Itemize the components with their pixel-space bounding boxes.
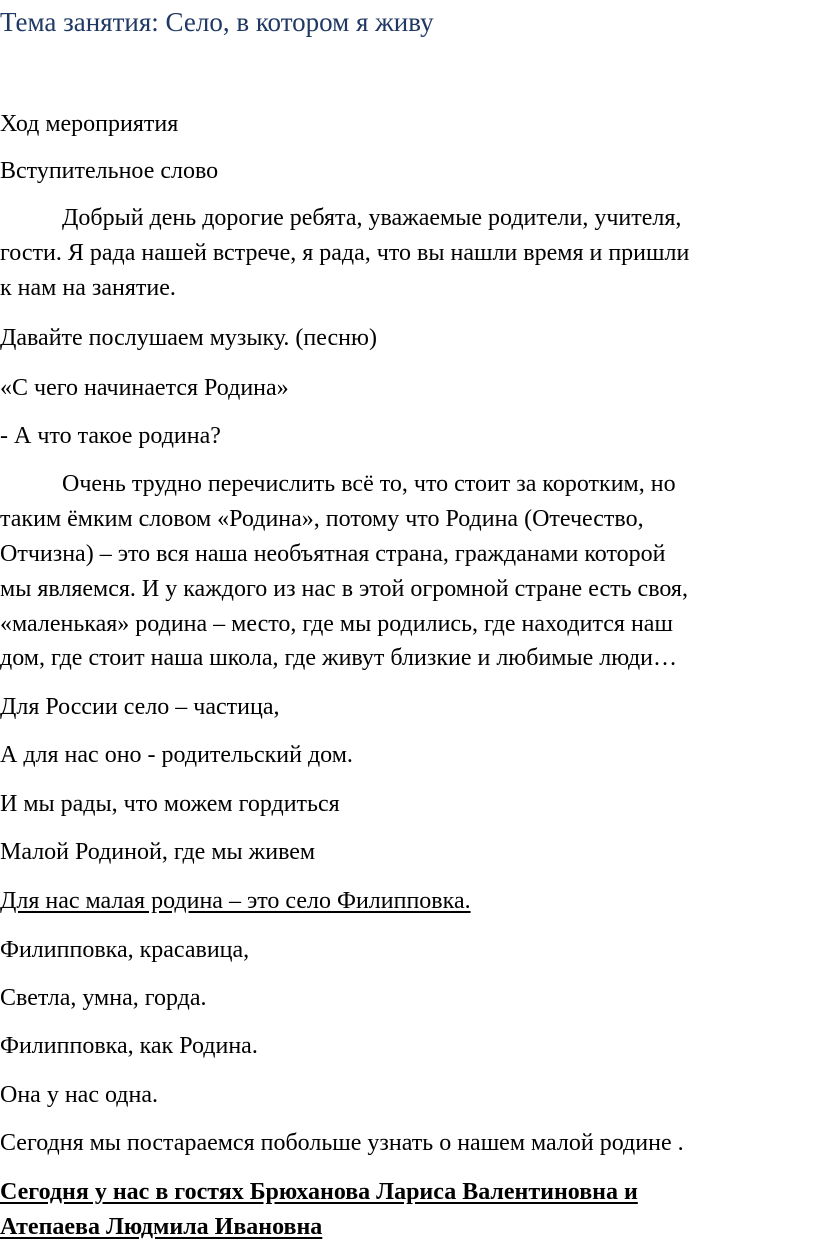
poem-line: И мы рады, что можем гордиться [0, 791, 340, 817]
music-line: Давайте послушаем музыку. (песню) [0, 325, 377, 351]
song-title: «С чего начинается Родина» [0, 375, 289, 401]
explanation-line: Отчизна) – это вся наша необъятная страна, гражданами которой [0, 541, 666, 567]
village-line: Для нас малая родина – это село Филипповка. [0, 888, 471, 914]
explanation-line: таким ёмким словом «Родина», потому что Родина (Отечество, [0, 506, 644, 532]
explanation-line: мы являемся. И у каждого из нас в этой огромной стране есть своя, [0, 576, 688, 602]
heading-course: Ход мероприятия [0, 111, 179, 137]
greeting-line: Добрый день дорогие ребята, уважаемые родители, учителя, [62, 205, 682, 231]
greeting-line: к нам на занятие. [0, 275, 176, 301]
poem-line: А для нас оно - родительский дом. [0, 742, 353, 768]
today-line: Сегодня мы постараемся побольше узнать о нашем малой родине . [0, 1130, 684, 1156]
heading-intro: Вступительное слово [0, 158, 219, 184]
poem-line: Малой Родиной, где мы живем [0, 839, 316, 865]
explanation-line: «маленькая» родина – место, где мы родились, где находится наш [0, 611, 673, 637]
greeting-line: гости. Я рада нашей встрече, я рада, что вы нашли время и пришли [0, 240, 690, 266]
poem-line: Филипповка, как Родина. [0, 1033, 258, 1059]
explanation-line: дом, где стоит наша школа, где живут близкие и любимые люди… [0, 645, 677, 671]
guests-line: Атепаева Людмила Ивановна [0, 1214, 323, 1240]
poem-line: Светла, умна, горда. [0, 985, 207, 1011]
guests-line: Сегодня у нас в гостях Брюханова Лариса Валентиновна и [0, 1179, 638, 1205]
poem-line: Она у нас одна. [0, 1082, 158, 1108]
poem-line: Для России село – частица, [0, 694, 280, 720]
explanation-line: Очень трудно перечислить всё то, что стоит за коротким, но [62, 471, 676, 497]
question-line: - А что такое родина? [0, 423, 221, 449]
document-title: Тема занятия: Село, в котором я живу [0, 7, 434, 37]
poem-line: Филипповка, красавица, [0, 937, 250, 963]
